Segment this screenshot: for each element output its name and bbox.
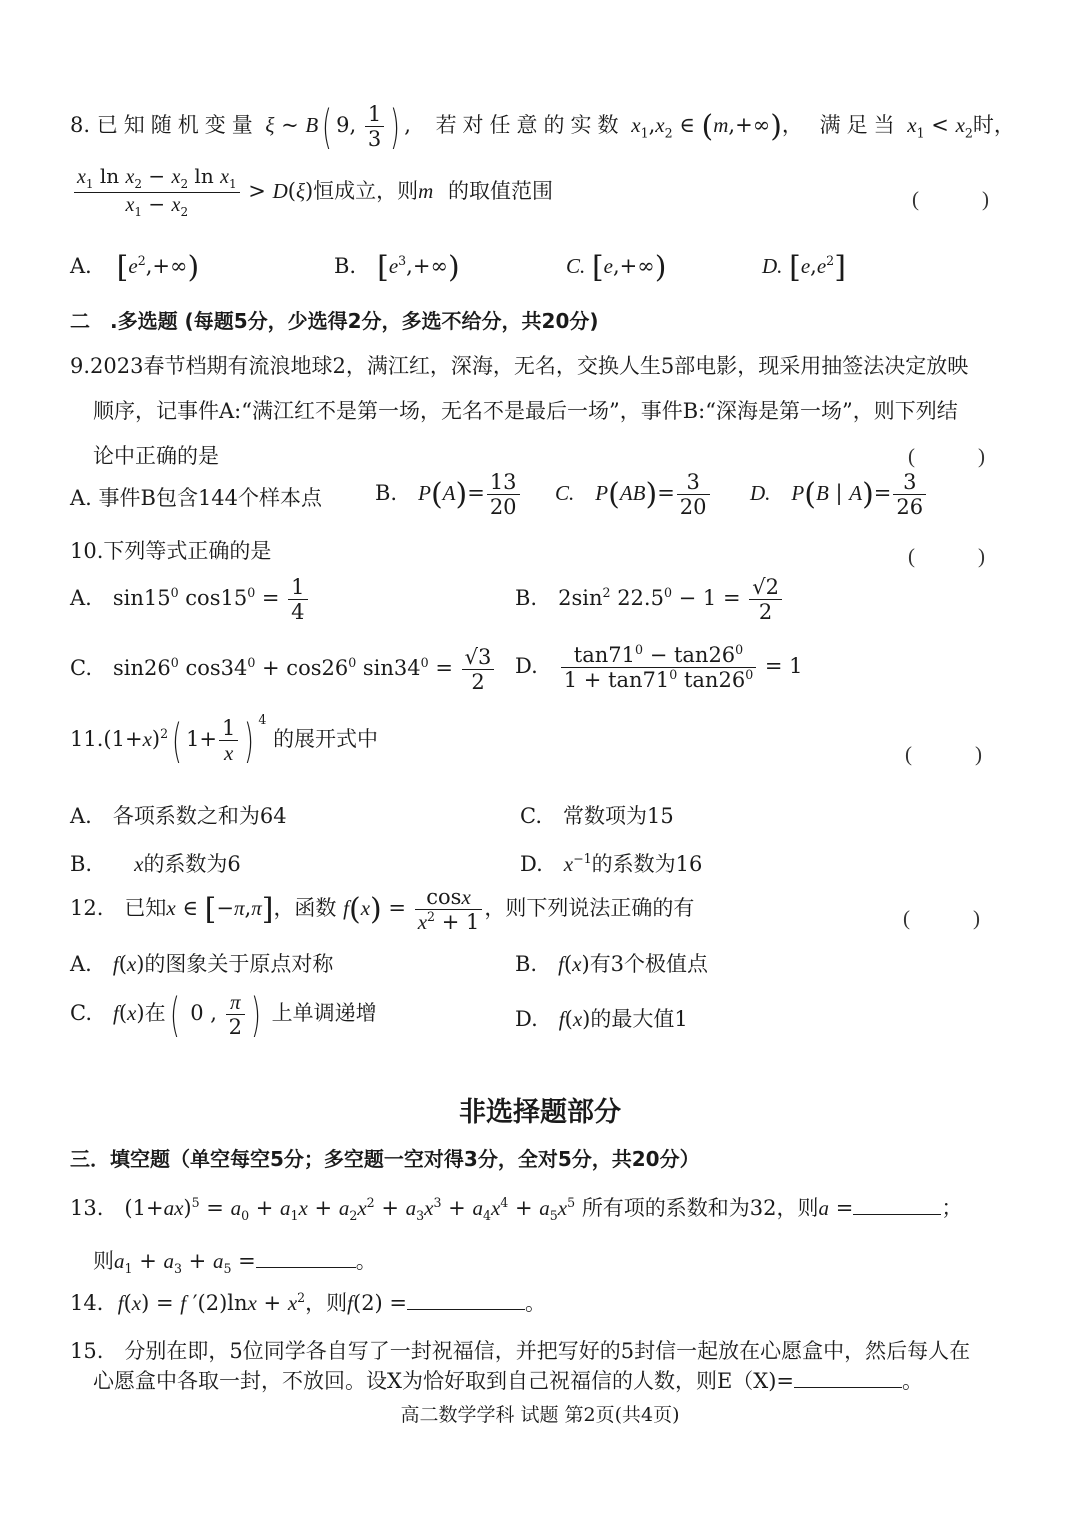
q8-line1: 8. 已知随机变量 ξ ~ B( 9, $\frac{1}{3}$ ) , 若对任意的实数 $x_1,x_2$ ∈ (m,+∞)， 满足当 $x_1 < x_2$时， — [70, 99, 1015, 154]
q8-ask: 的取值范围 — [448, 178, 553, 203]
q13-line2: 则$a_1 + a_3 + a_5$ = 。 — [93, 1249, 377, 1277]
q9-option-d: D. P(B | A)= $\frac{3}{26}$ — [750, 470, 928, 519]
q8-option-d: D. $[e,e^2]$ — [762, 250, 846, 285]
q9-answer-paren: ( ) — [908, 444, 985, 468]
q12-option-c: C. f(x)在( 0 , $\frac{\pi}{2}$ ) 上单调递增 — [70, 987, 377, 1042]
q8-condition2: 满足当 — [819, 113, 901, 138]
q10-option-d: D. $\frac{\tan 71^0 - \tan 26^0}{1 + \tan 71^0 \tan 26^0}$ = 1 — [515, 642, 803, 693]
q10-option-c: C. $\sin 26^0$ $\cos 34^0 + \cos 26^0$ $\sin 34^0$ = $\frac{√3}{2}$ — [70, 645, 496, 694]
q11-option-a: A. 各项系数之和为64 — [70, 804, 287, 828]
q8-option-b: B. $[e^3,+\infty)$ — [334, 250, 460, 285]
q9-line3: 论中正确的是 — [93, 444, 219, 468]
q9-option-b: B. P(A)= $\frac{13}{20}$ — [375, 470, 522, 519]
q12-stem: 12. 已知x ∈ [−π,π]，函数 f(x) = $\frac{\cos x}{x^2 + 1}$ ，则下列说法正确的有 — [70, 885, 695, 935]
q12-option-b: B. f(x)有3个极值点 — [515, 952, 709, 976]
q11-option-d: D. $x^{-1}$的系数为16 — [520, 851, 703, 876]
q9-line1: 9.2023春节档期有流浪地球2，满江红，深海，无名，交换人生5部电影，现采用抽签法决定放映 — [70, 354, 969, 378]
q10-option-a: A. $\sin 15^0$ $\cos 15^0$ = $\frac{1}{4}$ — [70, 575, 310, 624]
q13-line1: 13. $(1+ax)^5 = a_0 + a_1x + a_2x^2 + a_3x^3 + a_4x^4 + a_5x^5$ 所有项的系数和为32，则a = ； — [70, 1195, 963, 1224]
q10-answer-paren: ( ) — [908, 544, 985, 568]
q10-stem: 10.下列等式正确的是 — [70, 539, 272, 563]
q9-option-c: C. P(AB)= $\frac{3}{20}$ — [555, 470, 712, 519]
q12-option-a: A. f(x)的图象关于原点对称 — [70, 952, 334, 976]
q8-when: 时 — [972, 113, 994, 138]
q8-line2: $\frac{x_1 \ln x_2 - x_2 \ln x_1}{x_1 - x_2}$ > D(ξ)恒成立，则m 的取值范围 — [72, 165, 553, 220]
q9-option-a: A. 事件B包含144个样本点 — [70, 486, 323, 510]
section-3-title: 三．填空题（单空每空5分；多空题一空对得3分，全对5分，共20分） — [70, 1147, 700, 1171]
q15-line1: 15. 分别在即，5位同学各自写了一封祝福信，并把写好的5封信一起放在心愿盒中，然后每人在 — [70, 1339, 971, 1363]
q8-number: 8. — [70, 113, 91, 138]
section-2-title: 二 .多选题 (每题5分，少选得2分，多选不给分，共20分) — [70, 309, 599, 333]
q8-condition: 若对任意的实数 — [435, 113, 625, 138]
section-heading-non-choice: 非选择题部分 — [459, 1097, 621, 1128]
q15-line2: 心愿盒中各取一封，不放回。设X为恰好取到自己祝福信的人数，则E（X)= 。 — [93, 1369, 924, 1393]
q12-option-d: D. f(x)的最大值1 — [515, 1007, 688, 1031]
q11-answer-paren: ( ) — [905, 742, 982, 766]
q8-answer-paren: ( ) — [912, 187, 989, 211]
q11-option-b: B. x的系数为6 — [70, 852, 241, 876]
q12-answer-paren: ( ) — [903, 906, 980, 930]
q8-lead: 已知随机变量 — [96, 113, 259, 138]
q8-option-a: A． $[e^2,+\infty)$ — [70, 250, 200, 285]
q14-line: 14．f(x) = f $'(2)\ln x + x^2$，则f(2) = 。 — [70, 1290, 547, 1315]
q9-options — [70, 470, 970, 530]
q8-condition3: 恒成立，则 — [313, 178, 419, 203]
q10-option-b: B. $2\sin^2$ $22.5^0 - 1$ = $\frac{√2}{2}$ — [515, 575, 784, 624]
q11-stem: $11.(1+x)^2$( 1+ $\frac{1}{x}$ ) $^4$ 的展开式中 — [70, 712, 379, 768]
q11-tail: 的展开式中 — [273, 727, 379, 751]
page-footer: 高二数学学科 试题 第2页(共4页) — [400, 1404, 680, 1426]
q9-line2: 顺序，记事件A:“满江红不是第一场，无名不是最后一场”，事件B:“深海是第一场”，则下列结 — [93, 399, 958, 423]
q11-option-c: C. 常数项为15 — [520, 804, 674, 828]
q8-option-c: C. [e,+∞) — [566, 250, 667, 285]
